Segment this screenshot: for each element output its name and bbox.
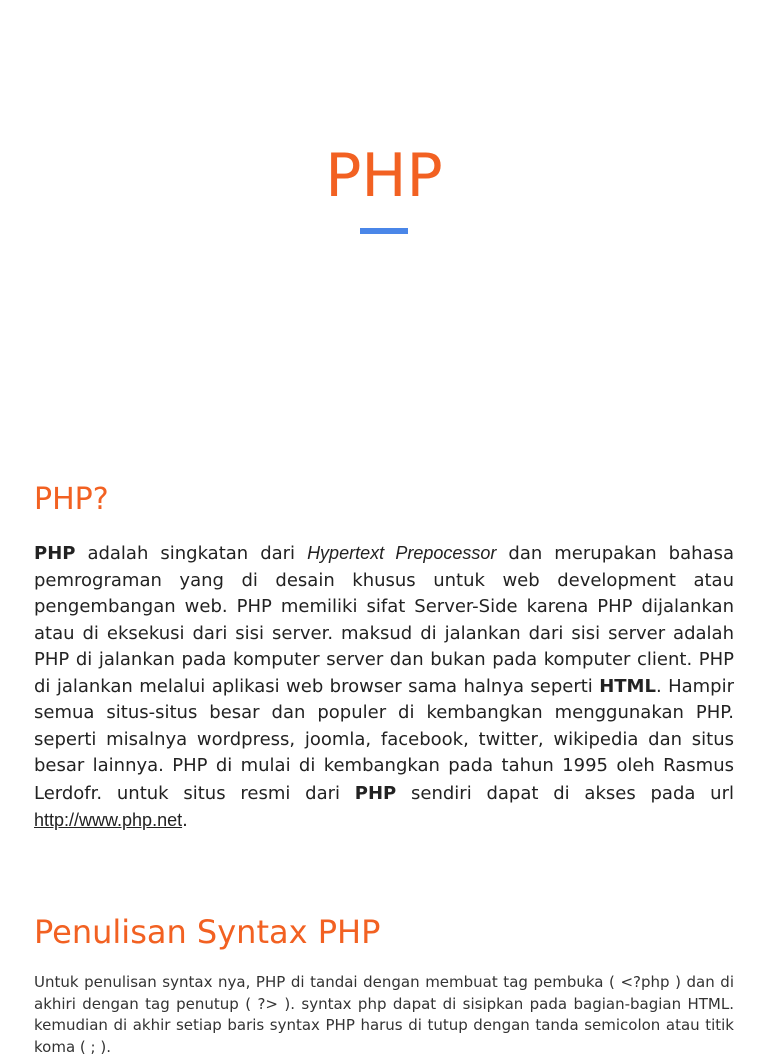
section-paragraph-php: [34, 540, 734, 835]
bold-php: PHP: [354, 782, 397, 804]
text-run: sendiri dapat di akses pada url: [396, 782, 734, 804]
page-title: PHP: [325, 141, 443, 211]
italic-hypertext-prepocessor: Hypertext Prepocessor: [307, 543, 497, 563]
text-run: dan merupakan bahasa pemrograman yang di desain khusus untuk web development atau pengembangan web. PHP memiliki sifat Server-Side karena PHP dijalankan atau di eksekusi dari sisi server. maksud di jalankan dari sisi server adalah PHP di jalankan pada komputer server dan bukan pada komputer client. PHP di jalankan melalui aplikasi web browser sama halnya seperti: [34, 543, 734, 697]
section-heading-syntax: Penulisan Syntax PHP: [34, 913, 381, 951]
text-run: adalah singkatan dari: [75, 543, 308, 564]
title-underline-bar: [360, 228, 408, 234]
section-heading-php: PHP?: [34, 482, 109, 517]
section-paragraph-syntax: Untuk penulisan syntax nya, PHP di tandai dengan membuat tag pembuka ( <?php ) dan di akhiri dengan tag penutup ( ?> ). syntax php dapat di sisipkan pada bagian-bagian HTML. kemudian di akhir setiap baris syntax PHP harus di tutup dengan tanda semicolon atau titik koma ( ; ).: [34, 973, 734, 1056]
bold-html: HTML: [599, 675, 656, 697]
text-run: .: [182, 810, 188, 831]
bold-php: PHP: [34, 543, 76, 564]
php-net-link[interactable]: http://www.php.net: [34, 810, 183, 830]
text-run: . Hampir semua situs-situs besar dan populer di kembangkan menggunakan PHP. seperti misalnya wordpress, joomla, facebook, twitter, wikipedia dan situs besar lainnya. PHP di mulai di kembangkan pada tahun 1995 oleh Rasmus Lerdofr. untuk situs resmi dari: [34, 675, 734, 804]
